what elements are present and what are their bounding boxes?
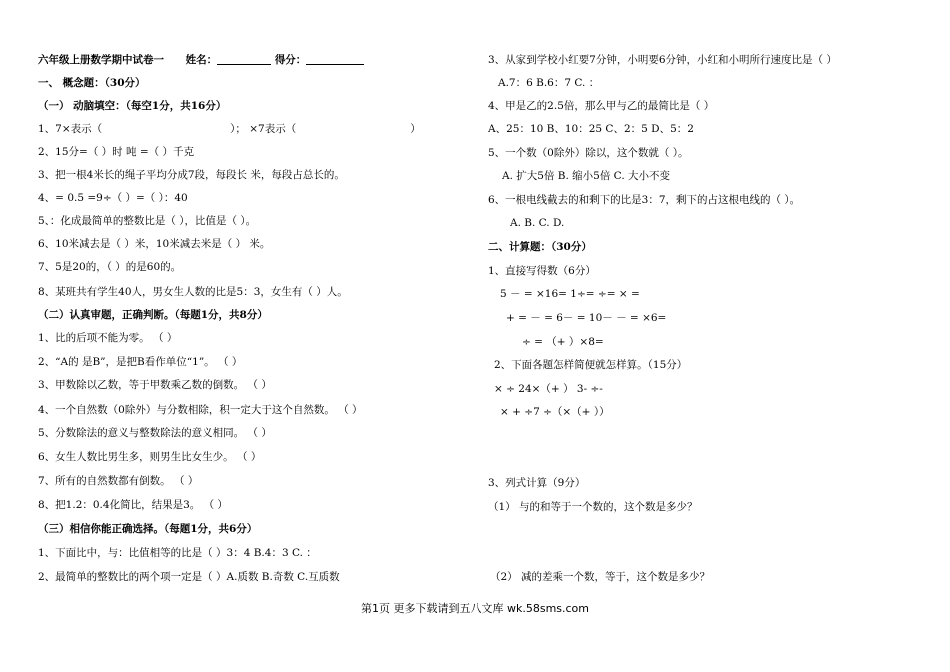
calc-part1-row2: + = － = 6－ = 10－ － = ×6= <box>506 312 667 324</box>
score-label: 得分： <box>274 54 307 66</box>
fill-q1 <box>38 122 421 136</box>
fill-q5: 5、：化成最简单的整数比是（ ），比值是（ ）。 <box>38 215 257 227</box>
judge-q6: 6、女生人数比男生多，则男生比女生少。 （ ） <box>38 451 262 463</box>
name-blank[interactable] <box>217 54 271 65</box>
section-calculation: 二、计算题：（30分） <box>488 241 592 253</box>
fill-q2: 2、15分=（ ）时 吨 =（ ）千克 <box>38 146 194 158</box>
exam-title: 六年级上册数学期中试卷一 <box>38 54 164 66</box>
judge-q3: 3、甲数除以乙数，等于甲数乘乙数的倒数。 （ ） <box>38 379 272 391</box>
fill-q4: 4、= 0.5 =9÷（ ）=（ ）：40 <box>38 192 188 204</box>
judge-q8: 8、把1.2：0.4化简比，结果是3。 （ ） <box>38 499 228 511</box>
choice-q6: 6、一根电线截去的和剩下的比是3：7，剩下的占这根电线的（ ）。 <box>488 194 801 206</box>
judge-q2: 2、“A的 是B”，是把B看作单位“1”。 （ ） <box>38 356 243 368</box>
fill-q1-part2: ）； ×7表示（ <box>230 123 297 135</box>
fill-q1-part3: ） <box>410 123 421 135</box>
subsection-fill-blank: （一） 动脑填空：（每空1分，共16分） <box>38 100 227 112</box>
name-label: 姓名： <box>185 54 218 66</box>
calc-part3-q2: （2） 减的差乘一个数，等于，这个数是多少？ <box>490 571 711 583</box>
judge-q1: 1、比的后项不能为零。 （ ） <box>38 332 178 344</box>
fill-q3: 3、把一根4米长的绳子平均分成7段，每段长 米，每段占总长的。 <box>38 169 345 181</box>
choice-q3-options: A.7：6 B.6：7 C. ： <box>498 77 600 89</box>
judge-q7: 7、所有的自然数都有倒数。 （ ） <box>38 475 199 487</box>
choice-q2: 2、最简单的整数比的两个项一定是（ ）A.质数 B.奇数 C.互质数 <box>38 571 340 583</box>
calc-part3-title: 3、列式计算（9分） <box>488 477 586 489</box>
choice-q5: 5、一个数（0除外）除以，这个数就（ ）。 <box>488 147 689 159</box>
judge-q4: 4、一个自然数（0除外）与分数相除，积一定大于这个自然数。 （ ） <box>38 404 363 416</box>
choice-q4: 4、甲是乙的2.5倍，那么甲与乙的最简比是（ ） <box>488 100 715 112</box>
calc-part1-title: 1、直接写得数（6分） <box>488 265 596 277</box>
page-footer: 第1页 更多下载请到五八文库 wk.58sms.com <box>360 602 590 615</box>
choice-q6-options: A. B. C. D. <box>510 217 565 229</box>
calc-part1-row3: ÷ = （+ ）×8= <box>522 336 604 348</box>
fill-q7: 7、5是20的，（ ）的是60的。 <box>38 261 182 273</box>
section-concepts: 一、 概念题：（30分） <box>38 77 146 89</box>
choice-q4-options: A、25：10 B、10：25 C、2：5 D、5：2 <box>488 123 694 135</box>
fill-q8: 8、某班共有学生40人，男女生人数的比是5：3，女生有（ ）人。 <box>38 286 348 298</box>
score-blank[interactable] <box>306 54 364 65</box>
choice-q3: 3、从家到学校小红要7分钟，小明要6分钟，小红和小明所行速度比是（ ） <box>488 54 837 66</box>
judge-q5: 5、分数除法的意义与整数除法的意义相同。 （ ） <box>38 427 272 439</box>
choice-q1: 1、下面比中，与：比值相等的比是（ ）3：4 B.4：3 C. ： <box>38 547 317 559</box>
choice-q5-options: A. 扩大5倍 B. 缩小5倍 C. 大小不变 <box>502 170 671 182</box>
calc-part3-q1: （1） 与的和等于一个数的，这个数是多少？ <box>488 501 698 513</box>
calc-part2-row1: × ÷ 24×（+ ） 3- ÷- <box>494 383 603 395</box>
subsection-choice: （三）相信你能正确选择。（每题1分，共6分） <box>38 523 258 535</box>
fill-q6: 6、10米减去是（ ）米，10米减去米是（ ） 米。 <box>38 238 271 250</box>
fill-q1-part1: 1、7×表示（ <box>38 123 103 135</box>
calc-part2-title: 2、下面各题怎样简便就怎样算。（15分） <box>494 359 688 371</box>
calc-part2-row2: × + ÷7 ÷（×（+ ）） <box>500 406 610 418</box>
subsection-judge: （二）认真审题，正确判断。（每题1分，共8分） <box>38 309 268 321</box>
calc-part1-row1: 5 － = ×16= 1÷= ÷= × = <box>500 288 640 300</box>
exam-header <box>38 53 364 67</box>
